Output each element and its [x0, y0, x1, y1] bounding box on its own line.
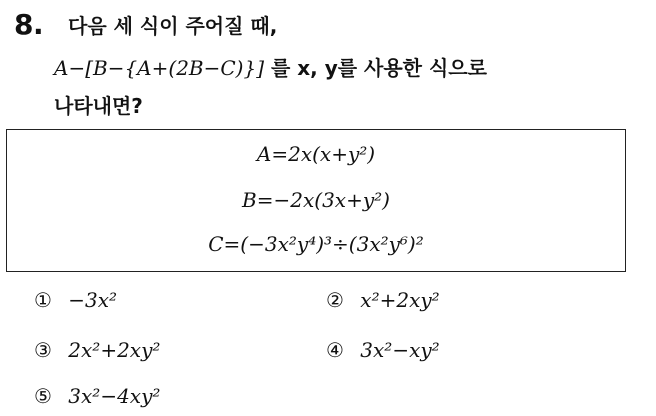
- given-equations-box: [6, 129, 626, 272]
- question-stem-line1: 다음 세 식이 주어질 때,: [68, 14, 278, 38]
- target-expression: A−[B−{A+(2B−C)}]: [54, 56, 264, 80]
- choice-4[interactable]: [326, 338, 440, 362]
- question-stem-line2: [54, 52, 487, 81]
- choice-3-mark: ③: [34, 338, 52, 362]
- choice-2-text: x²+2xy²: [360, 288, 440, 312]
- equation-b: B=−2x(3x+y²): [242, 188, 390, 212]
- equation-a: A=2x(x+y²): [256, 142, 376, 166]
- choice-4-mark: ④: [326, 338, 344, 362]
- choice-5-text: 3x²−4xy²: [68, 384, 161, 408]
- question-stem-line2-suffix: 를 x, y를 사용한 식으로: [270, 56, 487, 80]
- choice-1-mark: ①: [34, 288, 52, 312]
- choice-3-text: 2x²+2xy²: [68, 338, 161, 362]
- choice-2[interactable]: [326, 288, 440, 312]
- question-number: 8.: [14, 8, 44, 41]
- choice-2-mark: ②: [326, 288, 344, 312]
- question-stem-line3: 나타내면?: [54, 94, 143, 118]
- choice-3[interactable]: [34, 338, 160, 362]
- equation-c: C=(−3x²y⁴)³÷(3x²y⁶)²: [208, 232, 424, 256]
- choice-5-mark: ⑤: [34, 384, 52, 408]
- choice-4-text: 3x²−xy²: [360, 338, 440, 362]
- choice-1-text: −3x²: [68, 288, 118, 312]
- choice-5[interactable]: [34, 384, 160, 408]
- choice-1[interactable]: [34, 288, 117, 312]
